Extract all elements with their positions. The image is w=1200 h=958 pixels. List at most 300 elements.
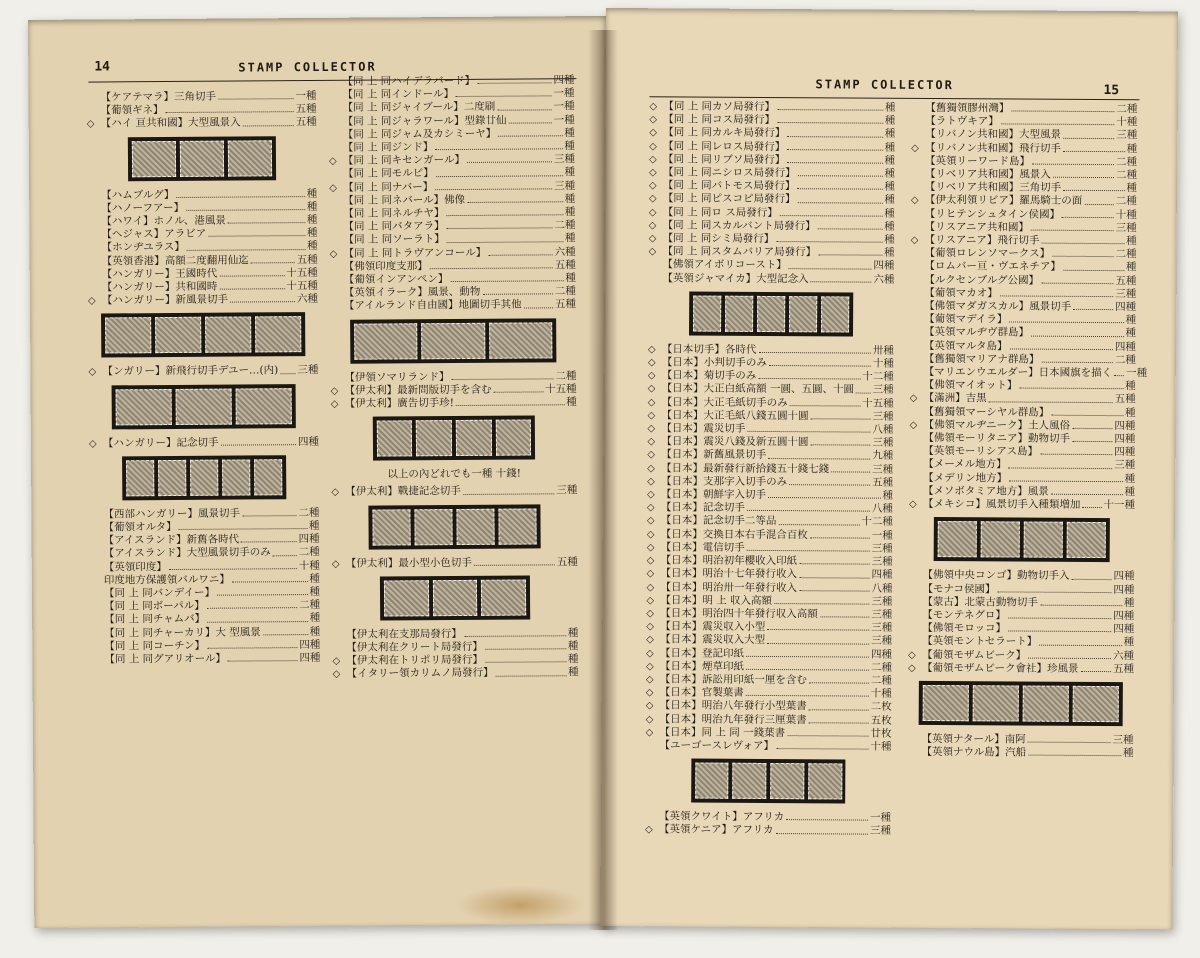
entry-title: 【佛領モーリタニア】動物切手	[923, 432, 1071, 445]
diamond-bullet-icon: ◇	[644, 824, 653, 836]
entry-quantity: 二枚	[870, 700, 892, 714]
stamp-image	[789, 296, 817, 332]
entry-quantity: 一種	[295, 89, 317, 103]
diamond-bullet-icon	[328, 89, 342, 102]
dot-leader	[818, 247, 882, 257]
entry-quantity: 五種	[872, 476, 894, 489]
dot-leader	[1009, 472, 1123, 482]
entry-title: 【メデリン地方】	[923, 471, 1008, 485]
entry-quantity: 四種	[1114, 433, 1136, 446]
dot-leader	[263, 626, 308, 636]
stamp-image	[1072, 686, 1118, 722]
dot-leader	[217, 586, 308, 596]
stamp-image	[421, 322, 485, 358]
entry-quantity: 一種	[871, 529, 893, 542]
entry-quantity: 八種	[871, 582, 893, 595]
dot-leader	[747, 542, 870, 552]
entry-title: 【ハンガリー】新風景切手	[101, 293, 229, 307]
dot-leader	[1009, 459, 1113, 469]
entry-title: 【日本切手】各時代	[661, 343, 757, 356]
dot-leader	[799, 582, 870, 592]
dot-leader	[218, 90, 294, 100]
entry-quantity: 種	[564, 206, 576, 219]
entry-quantity: 十五種	[545, 383, 577, 396]
entry-quantity: 六種	[554, 245, 576, 258]
catalog-entry	[331, 485, 577, 500]
diamond-bullet-icon	[329, 168, 343, 181]
entry-quantity: 種	[884, 128, 896, 141]
stamp-image	[808, 763, 842, 799]
entry-quantity: 四種	[1114, 340, 1136, 353]
entry-title: 【同 上 同スカルバント局發行】	[662, 219, 816, 233]
catalog-entry	[908, 569, 1134, 584]
dot-leader	[241, 533, 297, 543]
entry-quantity: 二種	[870, 674, 892, 687]
stamp-image	[416, 420, 452, 456]
entry-quantity: 一種	[553, 87, 575, 100]
diamond-bullet-icon: ◇	[907, 662, 916, 674]
entry-quantity: 種	[1122, 747, 1134, 760]
diamond-bullet-icon	[90, 654, 104, 667]
entry-quantity: 種	[564, 193, 576, 206]
entry-title: 【伊太利】最小型小色切手	[345, 556, 472, 570]
entry-quantity: 三種	[871, 621, 893, 634]
dot-leader	[746, 647, 869, 657]
dot-leader	[778, 516, 859, 526]
entry-quantity: 三種	[1115, 221, 1137, 235]
stamp-image	[981, 522, 1020, 558]
diamond-bullet-icon: ◇	[647, 396, 656, 408]
diamond-bullet-icon	[330, 234, 344, 247]
entry-quantity: 三種	[872, 384, 894, 397]
entry-quantity: 種	[1125, 406, 1136, 419]
dot-leader	[1051, 406, 1123, 416]
dot-leader	[207, 613, 308, 623]
entry-title: 【同 上 同ニシロス局發行】	[662, 166, 796, 180]
diamond-bullet-icon: ◇	[909, 419, 918, 431]
entry-quantity: 二種	[1116, 103, 1138, 116]
entry-quantity: 種	[883, 246, 895, 260]
stamp-illustration	[691, 759, 846, 804]
entry-quantity: 種	[309, 612, 321, 625]
entry-quantity: 十五種	[286, 266, 318, 280]
catalog-entry	[908, 582, 1134, 597]
dot-leader	[1063, 142, 1125, 152]
entry-quantity: 三種	[553, 153, 576, 166]
dot-leader	[1063, 182, 1124, 192]
diamond-bullet-icon: ◇	[647, 344, 656, 356]
entry-title: 【佛領マルヂニーク】土人風俗	[923, 418, 1071, 432]
entry-title: 印度地方保護領バルワニ】	[103, 573, 230, 587]
entry-title: 【日本】記念切手	[660, 501, 745, 515]
dot-leader	[786, 811, 868, 821]
dot-leader	[1082, 499, 1101, 508]
dot-leader	[1063, 129, 1114, 139]
entry-quantity: 四種	[871, 648, 893, 661]
diamond-bullet-icon	[910, 274, 924, 287]
dot-leader	[496, 667, 567, 677]
entry-quantity: 二種	[299, 599, 321, 612]
diamond-bullet-icon	[909, 406, 923, 419]
entry-title: 【佛領モロッコ】	[922, 622, 1007, 635]
dot-leader	[169, 560, 297, 570]
stamp-image	[190, 460, 218, 496]
entry-title: 【メソボタミア地方】風景	[923, 484, 1049, 498]
entry-quantity: 十種	[1115, 208, 1137, 221]
dot-leader	[767, 621, 869, 631]
dot-leader	[1010, 340, 1113, 350]
entry-quantity: 種	[1123, 636, 1135, 649]
diamond-bullet-icon	[90, 588, 104, 601]
catalog-entry	[911, 207, 1137, 222]
diamond-bullet-icon	[90, 535, 104, 548]
stamp-image	[1024, 522, 1063, 558]
entry-quantity: 五枚	[870, 714, 892, 727]
diamond-bullet-icon: ◇	[647, 370, 656, 382]
dot-leader	[207, 639, 297, 649]
entry-title: 【英領マルヂヴ群島】	[923, 326, 1030, 340]
diamond-bullet-icon	[88, 255, 102, 268]
entry-title: 【英領印度】	[103, 560, 167, 574]
entry-quantity: 種	[308, 520, 320, 533]
entry-title: 【日本】明治九年發行三厘葉書	[659, 712, 807, 726]
entry-title: 【日本】朝鮮字入切手	[660, 488, 767, 502]
dot-leader	[474, 556, 555, 566]
diamond-bullet-icon	[908, 635, 922, 648]
dot-leader	[1081, 663, 1111, 672]
entry-title: 【英領モントセラート】	[922, 635, 1038, 648]
stamp-image	[498, 508, 536, 544]
diamond-bullet-icon	[911, 128, 925, 141]
dot-leader	[498, 127, 562, 137]
entry-title: 【同 上 同ピスコピ局發行】	[662, 192, 796, 206]
dot-leader	[1062, 208, 1114, 218]
entry-quantity: 四種	[871, 568, 893, 582]
entry-title: 【舊獨領マーシヤル群島】	[923, 405, 1050, 419]
entry-title: 【日本】大正毛紙切手のみ	[661, 396, 788, 409]
diamond-bullet-icon	[329, 208, 343, 221]
entry-title: 【ユーゴースレヴォア】	[659, 739, 775, 752]
entry-title: 【日本】小判切手のみ	[661, 356, 767, 370]
entry-title: 【同 上 同ソーラト】	[343, 233, 445, 247]
entry-title: 【ハノーフアー】	[101, 201, 185, 215]
entry-quantity: 六種	[296, 293, 318, 306]
entry-quantity: 八種	[872, 423, 894, 436]
entry-title: 【英領モーリシアス島】	[923, 445, 1039, 458]
price-note: 以上の內どれでも一種 十錢!	[387, 467, 522, 481]
dot-leader	[1084, 195, 1114, 204]
entry-quantity: 八種	[871, 502, 893, 516]
stamp-illustration	[368, 504, 540, 549]
left-column-1	[87, 90, 321, 667]
entry-quantity: 十五種	[286, 280, 318, 293]
catalog-entry	[330, 299, 576, 314]
diamond-bullet-icon: ◇	[646, 515, 655, 527]
catalog-entry	[911, 141, 1137, 156]
diamond-bullet-icon: ◇	[645, 726, 654, 739]
entry-title: 【日本】同 上 同 一錢葉書	[659, 726, 786, 739]
diamond-bullet-icon	[911, 102, 925, 115]
diamond-bullet-icon	[911, 221, 925, 234]
entry-quantity: 三種	[871, 634, 893, 648]
catalog-entry	[911, 128, 1137, 143]
catalog-entry	[910, 247, 1136, 262]
dot-leader	[774, 595, 869, 605]
dot-leader	[488, 246, 553, 256]
entry-quantity: 三種	[1112, 734, 1134, 747]
entry-quantity: 種	[564, 166, 576, 179]
running-header: STAMP COLLECTOR	[815, 77, 954, 93]
diamond-bullet-icon	[87, 216, 101, 229]
diamond-bullet-icon	[329, 102, 343, 115]
dot-leader	[485, 640, 566, 650]
entry-title: 【同 上 同バンデイー】	[103, 586, 215, 600]
entry-quantity: 一種	[1126, 367, 1148, 380]
dot-leader	[1072, 570, 1112, 579]
diamond-bullet-icon: ◇	[649, 114, 658, 126]
entry-quantity: 三種	[872, 463, 894, 476]
entry-title: 【ホンヂユラス】	[101, 241, 185, 254]
catalog-entry	[88, 364, 318, 379]
catalog-entry	[907, 746, 1133, 761]
catalog-entry	[648, 272, 894, 287]
diamond-bullet-icon	[910, 300, 924, 313]
dot-leader	[809, 674, 869, 684]
entry-title: 【佛領マダガスカル】風景切手	[924, 299, 1072, 313]
entry-title: 【伊太利在クリート局發行】	[346, 640, 483, 654]
entry-quantity: 二種	[555, 369, 577, 382]
diamond-bullet-icon: ◇	[331, 487, 340, 499]
entry-quantity: 三種	[1114, 459, 1136, 472]
dot-leader	[1041, 354, 1113, 364]
entry-title: 【英領リーワード島】	[925, 154, 1031, 168]
diamond-bullet-icon: ◇	[648, 206, 657, 218]
entry-quantity: 二種	[1115, 248, 1137, 261]
entry-quantity: 種	[1126, 182, 1137, 195]
entry-quantity: 五種	[1112, 662, 1135, 675]
entry-quantity: 四種	[298, 533, 320, 546]
stamp-image	[923, 685, 969, 721]
entry-quantity: 五種	[1114, 393, 1136, 406]
entry-title: 【日本】新舊風景切手	[661, 448, 767, 462]
dot-leader	[777, 101, 883, 111]
entry-title: 【ラトヴキア】	[925, 115, 999, 128]
entry-quantity: 五種	[554, 259, 576, 272]
entry-title: 【同 上 同ジャラワール】型錄廿仙	[342, 114, 507, 128]
entry-quantity: 四種	[299, 638, 321, 651]
book-gutter	[588, 30, 618, 930]
diamond-bullet-icon: ◇	[646, 489, 655, 501]
stamp-image	[695, 763, 729, 799]
header-rule	[649, 96, 1139, 100]
dot-leader	[787, 141, 882, 151]
entry-quantity: 種	[884, 101, 896, 114]
entry-title: 【伊太利】最新問版切手を含む	[344, 383, 492, 397]
diamond-bullet-icon	[87, 105, 101, 118]
entry-quantity: 一種	[870, 811, 892, 824]
dot-leader	[176, 188, 304, 198]
dot-leader	[798, 167, 883, 177]
dot-leader	[497, 101, 551, 111]
entry-quantity: 二種	[1114, 353, 1136, 367]
entry-quantity: 種	[1124, 472, 1136, 485]
entry-title: 【滿洲】吉黒	[923, 392, 987, 405]
entry-title: 【アイスランド】新舊各時代	[103, 533, 240, 547]
dot-leader	[820, 608, 870, 618]
dot-leader	[451, 370, 553, 380]
diamond-bullet-icon: ◇	[647, 383, 656, 395]
entry-title: 【日本】明治八年發行小型葉書	[659, 699, 807, 713]
diamond-bullet-icon: ◇	[332, 656, 341, 668]
entry-title: 【伊領ソマリランド】	[344, 370, 450, 384]
stamp-image	[254, 459, 282, 495]
dot-leader	[818, 220, 883, 230]
entry-title: 【日本】震災切手	[661, 422, 746, 435]
diamond-bullet-icon: ◇	[646, 542, 655, 554]
catalog-entry	[332, 556, 578, 571]
entry-quantity: 種	[1125, 327, 1137, 340]
entry-quantity: 種	[566, 396, 577, 409]
stamp-illustration	[373, 416, 536, 461]
diamond-bullet-icon	[90, 614, 104, 627]
entry-title: 【イタリー領カリムノ局發行】	[346, 667, 494, 681]
dot-leader	[746, 687, 869, 697]
entry-title: 【同 上 同バトモス局發行】	[662, 179, 796, 193]
diamond-bullet-icon	[90, 561, 104, 574]
entry-title: 【ヘジャス】アラビア	[101, 227, 207, 241]
entry-title: 【同 上 同チャーカリ】大 型風景	[104, 626, 261, 640]
entry-quantity: 種	[306, 227, 318, 240]
entry-quantity: 十二種	[862, 370, 894, 384]
entry-title: 【同 上 同ハイデラバード】	[342, 74, 476, 88]
dot-leader	[430, 259, 553, 269]
stamp-image	[222, 459, 250, 495]
entry-quantity: 種	[1123, 596, 1135, 609]
stamp-image	[433, 580, 478, 616]
diamond-bullet-icon: ◇	[646, 634, 654, 646]
entry-quantity: 六種	[873, 273, 895, 286]
right-column-2	[907, 101, 1148, 761]
dot-leader	[220, 436, 296, 446]
catalog-entry	[910, 274, 1136, 289]
entry-title: 【リバノン共和國】大型風景	[925, 128, 1062, 142]
dot-leader	[494, 383, 544, 393]
dot-leader	[467, 154, 552, 164]
diamond-bullet-icon: ◇	[646, 581, 655, 593]
dot-leader	[810, 437, 870, 447]
stamp-image	[126, 460, 154, 496]
stamp-image	[377, 421, 413, 457]
entry-title: 【葡領モザムビーク】	[922, 648, 1027, 662]
diamond-bullet-icon: ◇	[646, 555, 655, 567]
running-header: STAMP COLLECTOR	[238, 59, 377, 75]
dot-leader	[1031, 221, 1114, 231]
entry-quantity: 二種	[554, 219, 576, 232]
page-number: 15	[1103, 83, 1120, 99]
dot-leader	[1019, 380, 1123, 390]
entry-title: 【同 上 同スタムバリア局發行】	[662, 245, 817, 259]
diamond-bullet-icon	[88, 242, 102, 255]
diamond-bullet-icon	[909, 472, 923, 485]
entry-title: 【同 上 同カルキ局發行】	[663, 126, 786, 140]
diamond-bullet-icon: ◇	[86, 118, 95, 130]
entry-quantity: 三種	[1116, 129, 1138, 142]
diamond-bullet-icon: ◇	[647, 410, 656, 422]
entry-quantity: 五種	[1115, 274, 1137, 287]
entry-title: 【日本】震災八錢及新五圓十圓	[661, 435, 809, 449]
entry-title: 【同 上 同カソ局發行】	[663, 100, 776, 114]
dot-leader	[1028, 747, 1121, 757]
diamond-bullet-icon	[645, 739, 659, 752]
catalog-entry	[645, 824, 891, 839]
dot-leader	[219, 280, 284, 290]
dot-leader	[799, 555, 870, 565]
dot-leader	[1051, 486, 1123, 496]
stamp-image	[372, 509, 410, 545]
dot-leader	[1063, 261, 1124, 271]
diamond-bullet-icon	[330, 371, 344, 384]
stamp-image	[180, 140, 224, 176]
dot-leader	[1000, 287, 1114, 297]
entry-quantity: 種	[306, 187, 318, 200]
dot-leader	[1039, 636, 1121, 646]
dot-leader	[208, 227, 305, 237]
entry-quantity: 五種	[556, 555, 578, 568]
paper-stain	[455, 885, 585, 925]
diamond-bullet-icon	[90, 601, 104, 614]
stamp-image	[973, 685, 1019, 721]
diamond-bullet-icon	[648, 259, 662, 272]
stamp-image	[489, 322, 553, 358]
entry-title: 【葡領ロレンソマークス】	[924, 247, 1051, 260]
entry-quantity: 種	[884, 233, 895, 246]
diamond-bullet-icon	[911, 115, 925, 128]
entry-title: 【同 上 同ナバー】	[343, 180, 434, 194]
dot-leader	[810, 529, 870, 539]
diamond-bullet-icon	[911, 181, 925, 194]
diamond-bullet-icon	[908, 596, 922, 609]
dot-leader	[228, 652, 298, 662]
entry-title: 【リベリア共和國】三角切手	[924, 181, 1062, 195]
entry-quantity: 二種	[870, 661, 893, 674]
entry-title: 【ハワイ】ホノル、港風景	[101, 214, 226, 228]
entry-title: 【メキシコ】風景切手入種類増加	[922, 498, 1081, 512]
dot-leader	[230, 293, 295, 303]
diamond-bullet-icon	[910, 247, 924, 260]
dot-leader	[450, 272, 563, 282]
dot-leader	[228, 214, 305, 224]
entry-quantity: 十一種	[1103, 499, 1136, 512]
dot-leader	[280, 365, 295, 374]
entry-title: 【リスアニア共和國】	[924, 220, 1029, 234]
dot-leader	[1053, 169, 1114, 179]
diamond-bullet-icon: ◇	[331, 558, 340, 570]
entry-title: 【伊太利領リビア】羅馬騎士の面	[924, 194, 1083, 208]
dot-leader	[482, 286, 553, 296]
dot-leader	[777, 114, 883, 124]
entry-quantity: 四種	[553, 74, 575, 87]
diamond-bullet-icon: ◇	[909, 393, 918, 405]
dot-leader	[776, 740, 868, 750]
diamond-bullet-icon	[910, 340, 924, 353]
dot-leader	[1031, 327, 1124, 337]
diamond-bullet-icon	[645, 810, 659, 823]
entry-title: 【ロムバー亘・ヴエネチア】	[924, 260, 1061, 274]
diamond-bullet-icon: ◇	[87, 295, 96, 307]
entry-title: 【同 上 同ジャム及カシミーヤ】	[342, 127, 497, 141]
diamond-bullet-icon: ◇	[88, 438, 97, 450]
catalog-entry	[89, 436, 319, 451]
